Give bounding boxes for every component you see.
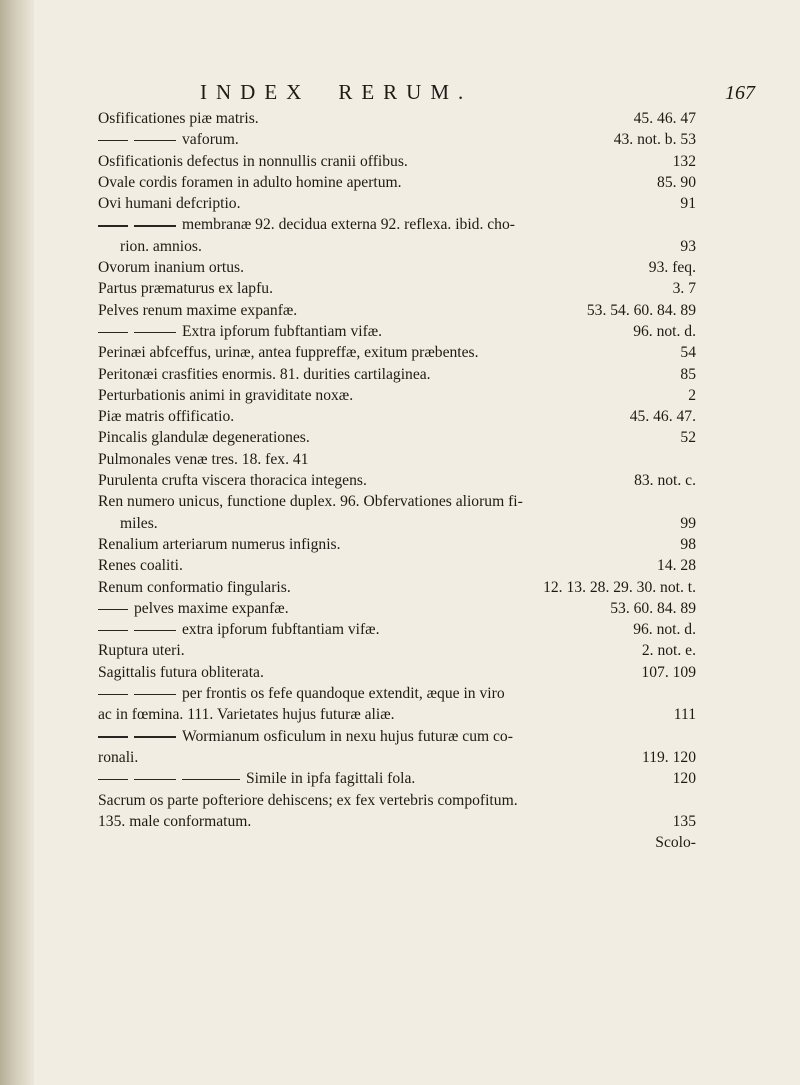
ditto-dash bbox=[134, 332, 176, 334]
index-line bbox=[98, 342, 696, 363]
index-line bbox=[98, 385, 696, 406]
entry-label: Sacrum os parte pofteriore dehiscens; ex fex vertebris compofitum. bbox=[98, 791, 518, 809]
header-word-rerum: RERUM. bbox=[338, 80, 473, 104]
index-entry-text bbox=[98, 364, 674, 385]
page-reference: 3. 7 bbox=[672, 280, 696, 298]
page-reference: 12. 13. 28. 29. 30. not. t. bbox=[543, 578, 696, 596]
page-reference: 96. not. d. bbox=[633, 322, 696, 340]
index-entry-text bbox=[98, 214, 690, 235]
page-reference: 85 bbox=[680, 365, 696, 383]
entry-label: Osfificationes piæ matris. bbox=[98, 110, 259, 127]
page-binding-edge bbox=[0, 0, 34, 1085]
page-reference: 107. 109 bbox=[641, 663, 696, 681]
index-line bbox=[98, 129, 696, 150]
entry-label: Ruptura uteri. bbox=[98, 642, 185, 660]
entry-label: membranæ 92. decidua externa 92. reflexa. ibid. cho- bbox=[182, 216, 515, 234]
entry-label: Osfificationis defectus in nonnullis cranii offibus. bbox=[98, 152, 408, 170]
entry-label: Pelves renum maxime expanfæ. bbox=[98, 301, 298, 319]
ditto-dash bbox=[98, 630, 128, 632]
entry-label: Ren numero unicus, functione duplex. 96. Obfervationes aliorum fi- bbox=[98, 493, 523, 511]
page-reference: 120 bbox=[672, 770, 696, 788]
index-entry-text bbox=[98, 470, 628, 491]
entry-label: Piæ matris offificatio. bbox=[98, 408, 235, 426]
index-entry-text bbox=[98, 747, 636, 768]
index-line bbox=[98, 108, 696, 129]
index-entry-text bbox=[98, 619, 627, 640]
entry-label: rion. amnios. bbox=[120, 237, 202, 255]
index-line bbox=[98, 449, 696, 470]
index-entry-text bbox=[98, 704, 668, 725]
page-reference: 2 bbox=[688, 386, 696, 404]
page-reference: 119. 120 bbox=[642, 748, 696, 766]
entry-label: 135. male conformatum. bbox=[98, 812, 252, 830]
ditto-dash bbox=[98, 332, 128, 334]
index-entry-text bbox=[98, 129, 608, 150]
page-reference: 98 bbox=[680, 535, 696, 553]
index-line bbox=[98, 364, 696, 385]
index-line bbox=[98, 662, 696, 683]
index-line bbox=[98, 534, 696, 555]
entry-label: Ovale cordis foramen in adulto homine apertum. bbox=[98, 173, 402, 191]
ditto-dash bbox=[134, 779, 176, 781]
index-entry-text bbox=[98, 342, 674, 363]
index-entry-text bbox=[120, 513, 674, 534]
page-reference: 53. 54. 60. 84. 89 bbox=[586, 301, 696, 319]
entry-label: Purulenta crufta viscera thoracica integens. bbox=[98, 472, 367, 490]
index-line bbox=[98, 278, 696, 299]
index-line bbox=[98, 214, 696, 235]
entry-label: Ovorum inanium ortus. bbox=[98, 259, 244, 277]
page-reference: 83. not. c. bbox=[634, 472, 696, 490]
header-word-index: INDEX bbox=[200, 80, 311, 104]
index-entry-text bbox=[98, 449, 690, 470]
index-entries bbox=[98, 108, 696, 853]
index-entry-text bbox=[98, 108, 628, 129]
page-reference: 53. 60. 84. 89 bbox=[610, 599, 696, 617]
page-reference: 52 bbox=[680, 429, 696, 447]
page-reference: 93 bbox=[680, 237, 696, 255]
index-line bbox=[98, 555, 696, 576]
page-reference: 45. 46. 47. bbox=[629, 408, 696, 426]
entry-label: Ovi humani defcriptio. bbox=[98, 195, 241, 213]
entry-label: Pincalis glandulæ degenerationes. bbox=[98, 429, 310, 447]
index-line bbox=[98, 257, 696, 278]
running-header bbox=[200, 80, 670, 105]
index-entry-text bbox=[98, 406, 624, 427]
index-line bbox=[98, 577, 696, 598]
page-reference: 45. 46. 47 bbox=[633, 110, 696, 127]
index-entry-text bbox=[120, 236, 674, 257]
entry-label: Simile in ipfa fagittali fola. bbox=[246, 770, 416, 788]
index-line bbox=[98, 151, 696, 172]
index-entry-text bbox=[98, 491, 690, 512]
entry-label: Renes coaliti. bbox=[98, 557, 183, 575]
index-line bbox=[98, 470, 696, 491]
ditto-dash bbox=[134, 225, 176, 227]
entry-label: ac in fœmina. 111. Varietates hujus futuræ aliæ. bbox=[98, 706, 395, 724]
entry-label: Extra ipforum fubftantiam vifæ. bbox=[182, 322, 383, 340]
ditto-dash bbox=[98, 736, 128, 738]
index-line bbox=[98, 747, 696, 768]
index-line bbox=[98, 491, 696, 512]
index-entry-text bbox=[98, 321, 627, 342]
index-line bbox=[98, 704, 696, 725]
index-entry-text bbox=[98, 300, 581, 321]
index-entry-text bbox=[98, 151, 667, 172]
index-line bbox=[98, 193, 696, 214]
index-entry-text bbox=[98, 726, 690, 747]
entry-label: pelves maxime expanfæ. bbox=[134, 599, 289, 617]
page-reference: 54 bbox=[680, 344, 696, 362]
entry-label: Pulmonales venæ tres. 18. fex. 41 bbox=[98, 450, 309, 468]
index-line bbox=[98, 619, 696, 640]
catchword-line bbox=[98, 832, 696, 853]
entry-label: Partus præmaturus ex lapfu. bbox=[98, 280, 273, 298]
index-line bbox=[98, 768, 696, 789]
page-number: 167 bbox=[725, 82, 755, 104]
index-entry-text bbox=[98, 683, 690, 704]
entry-label: Wormianum osficulum in nexu hujus futuræ cum co- bbox=[182, 727, 513, 745]
page-reference: 14. 28 bbox=[657, 557, 696, 575]
ditto-dash bbox=[98, 779, 128, 781]
ditto-dash bbox=[98, 140, 128, 142]
index-line bbox=[98, 790, 696, 811]
entry-label: extra ipforum fubftantiam vifæ. bbox=[182, 621, 380, 639]
ditto-dash bbox=[98, 225, 128, 227]
book-page bbox=[40, 0, 800, 1085]
page-reference: 111 bbox=[673, 706, 696, 724]
ditto-dash bbox=[98, 609, 128, 611]
ditto-dash bbox=[182, 779, 240, 781]
entry-label: Renalium arteriarum numerus infignis. bbox=[98, 535, 341, 553]
index-entry-text bbox=[98, 640, 636, 661]
page-reference: 135 bbox=[672, 812, 696, 830]
page-reference: 99 bbox=[680, 514, 696, 532]
index-entry-text bbox=[98, 555, 651, 576]
index-entry-text bbox=[98, 577, 537, 598]
index-entry-text bbox=[98, 385, 682, 406]
page-reference: 132 bbox=[672, 152, 696, 170]
ditto-dash bbox=[134, 630, 176, 632]
index-line bbox=[98, 406, 696, 427]
index-entry-text bbox=[98, 172, 651, 193]
index-line bbox=[98, 811, 696, 832]
index-entry-text bbox=[98, 811, 667, 832]
index-line bbox=[98, 640, 696, 661]
index-line bbox=[98, 321, 696, 342]
index-entry-text bbox=[98, 193, 674, 214]
page-reference: 43. not. b. 53 bbox=[613, 131, 696, 149]
index-entry-text bbox=[98, 598, 604, 619]
entry-label: Sagittalis futura obliterata. bbox=[98, 663, 264, 681]
page-reference: 91 bbox=[680, 195, 696, 213]
entry-label: Peritonæi crasfities enormis. 81. durities cartilaginea. bbox=[98, 365, 431, 383]
entry-label: ronali. bbox=[98, 748, 139, 766]
page-reference: 96. not. d. bbox=[633, 621, 696, 639]
entry-label: Renum conformatio fingularis. bbox=[98, 578, 291, 596]
entry-label: Perturbationis animi in graviditate noxæ. bbox=[98, 386, 354, 404]
catchword: Scolo- bbox=[655, 834, 696, 852]
ditto-dash bbox=[134, 140, 176, 142]
index-entry-text bbox=[98, 662, 635, 683]
index-entry-text bbox=[98, 278, 667, 299]
index-entry-text bbox=[98, 257, 643, 278]
index-line bbox=[98, 513, 696, 534]
entry-label: per frontis os fefe quandoque extendit, æque in viro bbox=[182, 685, 505, 703]
page-reference: 93. feq. bbox=[648, 259, 696, 277]
index-line bbox=[98, 598, 696, 619]
entry-label: miles. bbox=[120, 514, 158, 532]
ditto-dash bbox=[98, 694, 128, 696]
index-line bbox=[98, 172, 696, 193]
page-reference: 85. 90 bbox=[657, 173, 696, 191]
index-entry-text bbox=[98, 427, 674, 448]
page-reference: 2. not. e. bbox=[641, 642, 696, 660]
entry-label: Perinæi abfceffus, urinæ, antea fuppreffæ, exitum præbentes. bbox=[98, 344, 479, 362]
index-entry-text bbox=[98, 768, 667, 789]
index-entry-text bbox=[98, 534, 674, 555]
ditto-dash bbox=[134, 736, 176, 738]
index-line bbox=[98, 427, 696, 448]
index-line bbox=[98, 726, 696, 747]
ditto-dash bbox=[134, 694, 176, 696]
entry-label: vaforum. bbox=[182, 131, 239, 149]
index-line bbox=[98, 300, 696, 321]
index-line bbox=[98, 236, 696, 257]
index-entry-text bbox=[98, 790, 690, 811]
index-line bbox=[98, 683, 696, 704]
